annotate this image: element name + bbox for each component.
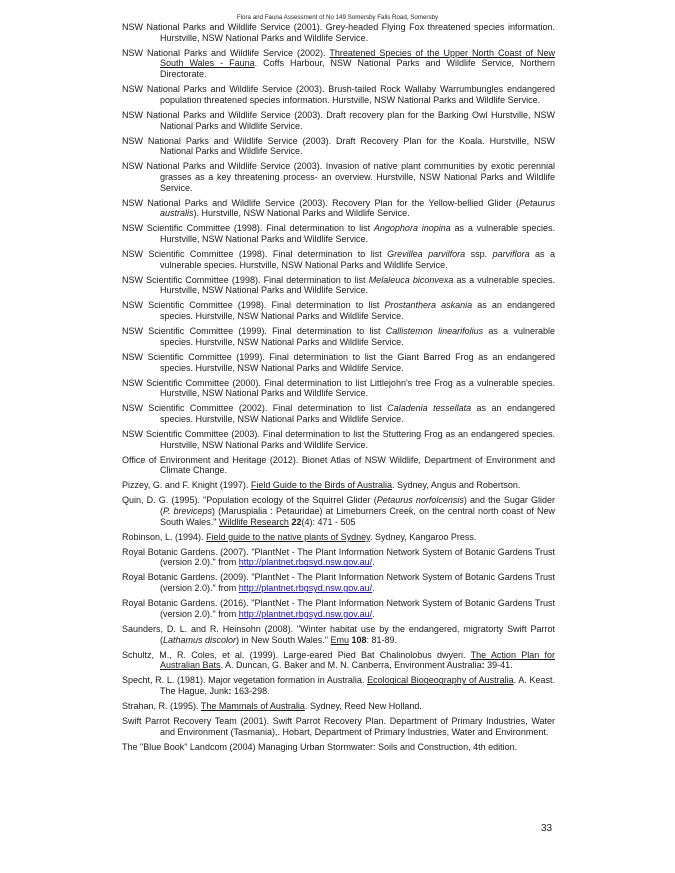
- reference-text: NSW Scientific Committee (2002). Final determination to list: [122, 403, 388, 414]
- reference-entry: [122, 48, 555, 80]
- reference-text: as a vulnerable species. Hurstville, NSW National Parks and Wildlife Service.: [160, 223, 555, 245]
- reference-entry: [122, 136, 555, 157]
- reference-text: 39-41.: [484, 660, 513, 671]
- reference-text: NSW National Parks and Wildlife Service (2003). Draft Recovery Plan for the Koala. Hurstville, NSW National Parks and Wildlife Service.: [122, 135, 555, 157]
- page-number: 33: [541, 823, 553, 834]
- reference-text: as a vulnerable species. Hurstville, NSW National Parks and Wildlife Service.: [160, 249, 555, 270]
- reference-text: ). Hurstville, NSW National Parks and Wildlife Service.: [193, 208, 410, 219]
- reference-link[interactable]: http://plantnet.rbgsyd.nsw.gov.au/: [238, 608, 373, 619]
- reference-entry: [122, 495, 555, 527]
- reference-text: NSW National Parks and Wildlife Service (2003). Brush-tailed Rock Wallaby Warrumbungles endangered population threatened species information. Hurstville, NSW National Parks and Wildlife Service.: [122, 84, 555, 105]
- running-header: Flora and Fauna Assessment of No 149 Somersby Falls Road, Somersby: [236, 14, 439, 21]
- reference-text: Pizzey, G. and F. Knight (1997).: [122, 480, 251, 491]
- reference-text: NSW National Parks and Wildlife Service (2003). Recovery Plan for the Yellow-bellied Glider (: [122, 197, 519, 208]
- reference-text: Swift Parrot Recovery Team (2001). Swift Parrot Recovery Plan. Department of Primary Industries, Water and Environment (Tasmania),. Hobart, Department of Primary Industries, Water and Environment.: [122, 715, 555, 737]
- reference-text: The "Blue Book" Landcom (2004) Managing Urban Stormwater: Soils and Construction, 4th edition.: [122, 741, 518, 752]
- reference-text: Saunders, D. L. and R. Heinsohn (2008). "Winter habitat use by the endangered, migratorty Swift Parrot (: [122, 623, 555, 645]
- reference-entry: [122, 572, 555, 593]
- reference-entry: [122, 275, 555, 296]
- reference-entry: [122, 110, 555, 131]
- reference-text: ssp.: [465, 249, 493, 260]
- italic-text: Angophora inopina: [373, 223, 451, 234]
- reference-text: NSW National Parks and Wildlife Service (2001). Grey-headed Flying Fox threatened species information. Hurstville, NSW National Parks and Wildlife Service.: [122, 22, 555, 43]
- reference-text: NSW Scientific Committee (1999). Final determination to list: [122, 326, 386, 337]
- reference-text: NSW National Parks and Wildlife Service (2002).: [122, 47, 330, 58]
- reference-text: NSW Scientific Committee (1998). Final determination to list: [122, 300, 385, 311]
- reference-text: . Coffs Harbour, NSW National Parks and Wildlife Service, Northern Directorate.: [160, 58, 555, 80]
- reference-entry: [122, 675, 555, 696]
- bold-text: :: [228, 685, 232, 696]
- reference-text: ) and the Sugar Glider (: [160, 495, 555, 517]
- reference-text: NSW National Parks and Wildlife Service (2003). Draft recovery plan for the Barking Owl Hurstville, NSW National Parks and Wildlife Service.: [122, 109, 555, 131]
- reference-text: as an endangered species. Hurstville, NSW National Parks and Wildlife Service.: [160, 403, 555, 424]
- italic-text: Caladenia tessellata: [387, 403, 472, 414]
- bold-text: 108: [351, 634, 367, 645]
- reference-text: Specht, R. L. (1981). Major vegetation formation in Australia.: [122, 675, 368, 686]
- reference-entry: [122, 22, 555, 43]
- italic-text: P. breviceps: [163, 506, 213, 517]
- reference-link[interactable]: http://plantnet.rbgsyd.nsw.gov.au/: [238, 583, 373, 594]
- reference-text: NSW Scientific Committee (2003). Final determination to list the Stuttering Frog as an endangered species. Hurstville, NSW National Parks and Wildlife Service.: [122, 428, 555, 450]
- reference-text: . Sydney, Reed New Holland.: [304, 700, 422, 711]
- reference-text: : 81-89.: [366, 634, 398, 645]
- reference-entry: [122, 650, 555, 671]
- publication-title: The Action Plan for Australian Bats: [160, 649, 555, 671]
- reference-text: NSW Scientific Committee (1998). Final determination to list: [122, 223, 374, 234]
- reference-entry: [122, 742, 555, 753]
- reference-entry: [122, 249, 555, 270]
- reference-text: (4): 471 - 505: [301, 516, 356, 527]
- reference-entry: [122, 701, 555, 712]
- reference-link[interactable]: http://plantnet.rbgsyd.nsw.gov.au/: [238, 557, 373, 568]
- reference-text: . Sydney, Angus and Robertson.: [391, 480, 521, 491]
- italic-text: Grevillea parvilfora: [387, 249, 466, 260]
- reference-entry: [122, 598, 555, 619]
- italic-text: Melaleuca biconvexa: [368, 274, 454, 285]
- reference-text: . A. Duncan, G. Baker and M. N. Canberra, Environment Australia: [220, 660, 482, 671]
- reference-text: Strahan, R. (1995).: [122, 700, 201, 711]
- italic-text: Petaurus norfolcensis: [376, 495, 464, 506]
- italic-text: parviflora: [492, 249, 530, 260]
- italic-text: Prostanthera askania: [384, 300, 473, 311]
- reference-text: ) in New South Wales.": [236, 634, 331, 645]
- reference-text: Schultz, M., R. Coles, et al. (1999). Large-eared Pied Bat Chalinolobus dwyeri.: [122, 649, 471, 660]
- reference-text: Quin, D. G. (1995). "Population ecology of the Squirrel Glider (: [122, 495, 377, 506]
- reference-entry: [122, 223, 555, 244]
- reference-entry: [122, 429, 555, 450]
- reference-list: [122, 22, 555, 757]
- italic-text: Lathamus discolor: [163, 634, 237, 645]
- reference-text: .: [372, 608, 375, 619]
- reference-text: ) (Maruspialia : Petauridae) at Limeburners Creek, on the central north coast of New South Wales.": [160, 506, 555, 527]
- reference-text: as a vulnerable species. Hurstville, NSW National Parks and Wildlife Service.: [160, 274, 555, 296]
- reference-text: Royal Botanic Gardens. (2009). "PlantNet - The Plant Information Network System of Botanic Gardens Trust (version 2.0)." from: [122, 572, 555, 594]
- reference-entry: [122, 403, 555, 424]
- reference-text: NSW National Parks and Wildlife Service (2003). Invasion of native plant communities by exotic perennial grasses as a key threatening process- an overview. Hurstville, NSW National Parks and Wildlife Service.: [122, 161, 555, 193]
- publication-title: Field guide to the native plants of Sydney: [206, 531, 371, 542]
- reference-text: Royal Botanic Gardens. (2007). "PlantNet - The Plant Information Network System of Botanic Gardens Trust (version 2.0)." from: [122, 546, 555, 568]
- reference-text: Robinson, L. (1994).: [122, 531, 207, 542]
- italic-text: Callistemon linearifolius: [385, 326, 484, 337]
- publication-title: Field Guide to the Birds of Australia: [250, 480, 392, 491]
- publication-title: Emu: [330, 634, 349, 645]
- reference-text: .: [372, 583, 375, 594]
- reference-text: NSW Scientific Committee (1998). Final determination to list: [122, 249, 388, 260]
- publication-title: Threatened Species of the Upper North Coast of New South Wales - Fauna: [160, 47, 555, 69]
- reference-text: .: [372, 557, 375, 568]
- reference-text: NSW Scientific Committee (2000). Final determination to list Littlejohn's tree Frog as a vulnerable species. Hurstville, NSW National Parks and Wildlife Service.: [122, 377, 555, 399]
- reference-text: NSW Scientific Committee (1998). Final determination to list: [122, 274, 369, 285]
- reference-text: Office of Environment and Heritage (2012). Bionet Atlas of NSW Wildlife, Department of Environment and Climate Change.: [122, 454, 555, 476]
- reference-entry: [122, 547, 555, 568]
- reference-text: . A. Keast. The Hague, Junk: [160, 675, 556, 696]
- reference-entry: [122, 378, 555, 399]
- reference-text: NSW Scientific Committee (1999). Final determination to list the Giant Barred Frog as an endangered species. Hurstville, NSW National Parks and Wildlife Service.: [122, 351, 555, 373]
- reference-entry: [122, 532, 555, 543]
- reference-text: as a vulnerable species. Hurstville, NSW National Parks and Wildlife Service.: [160, 326, 555, 347]
- publication-title: Wildlife Research: [218, 516, 289, 527]
- bold-text: :: [481, 660, 485, 671]
- reference-entry: [122, 161, 555, 193]
- reference-text: . Sydney, Kangaroo Press.: [370, 531, 477, 542]
- bold-text: 22: [291, 516, 302, 527]
- italic-text: Petaurus australis: [160, 197, 555, 219]
- reference-entry: [122, 84, 555, 105]
- reference-entry: [122, 300, 555, 321]
- reference-entry: [122, 480, 555, 491]
- reference-entry: [122, 352, 555, 373]
- reference-entry: [122, 326, 555, 347]
- reference-text: 163-298.: [231, 685, 270, 696]
- publication-title: The Mammals of Australia: [200, 700, 305, 711]
- reference-entry: [122, 455, 555, 476]
- reference-text: Royal Botanic Gardens. (2016). "PlantNet - The Plant Information Network System of Botanic Gardens Trust (version 2.0)." from: [122, 598, 555, 619]
- reference-entry: [122, 198, 555, 219]
- reference-entry: [122, 624, 555, 645]
- publication-title: Ecological Biogeography of Australia: [367, 675, 514, 686]
- reference-text: as an endangered species. Hurstville, NSW National Parks and Wildlife Service.: [160, 300, 555, 322]
- reference-entry: [122, 716, 555, 737]
